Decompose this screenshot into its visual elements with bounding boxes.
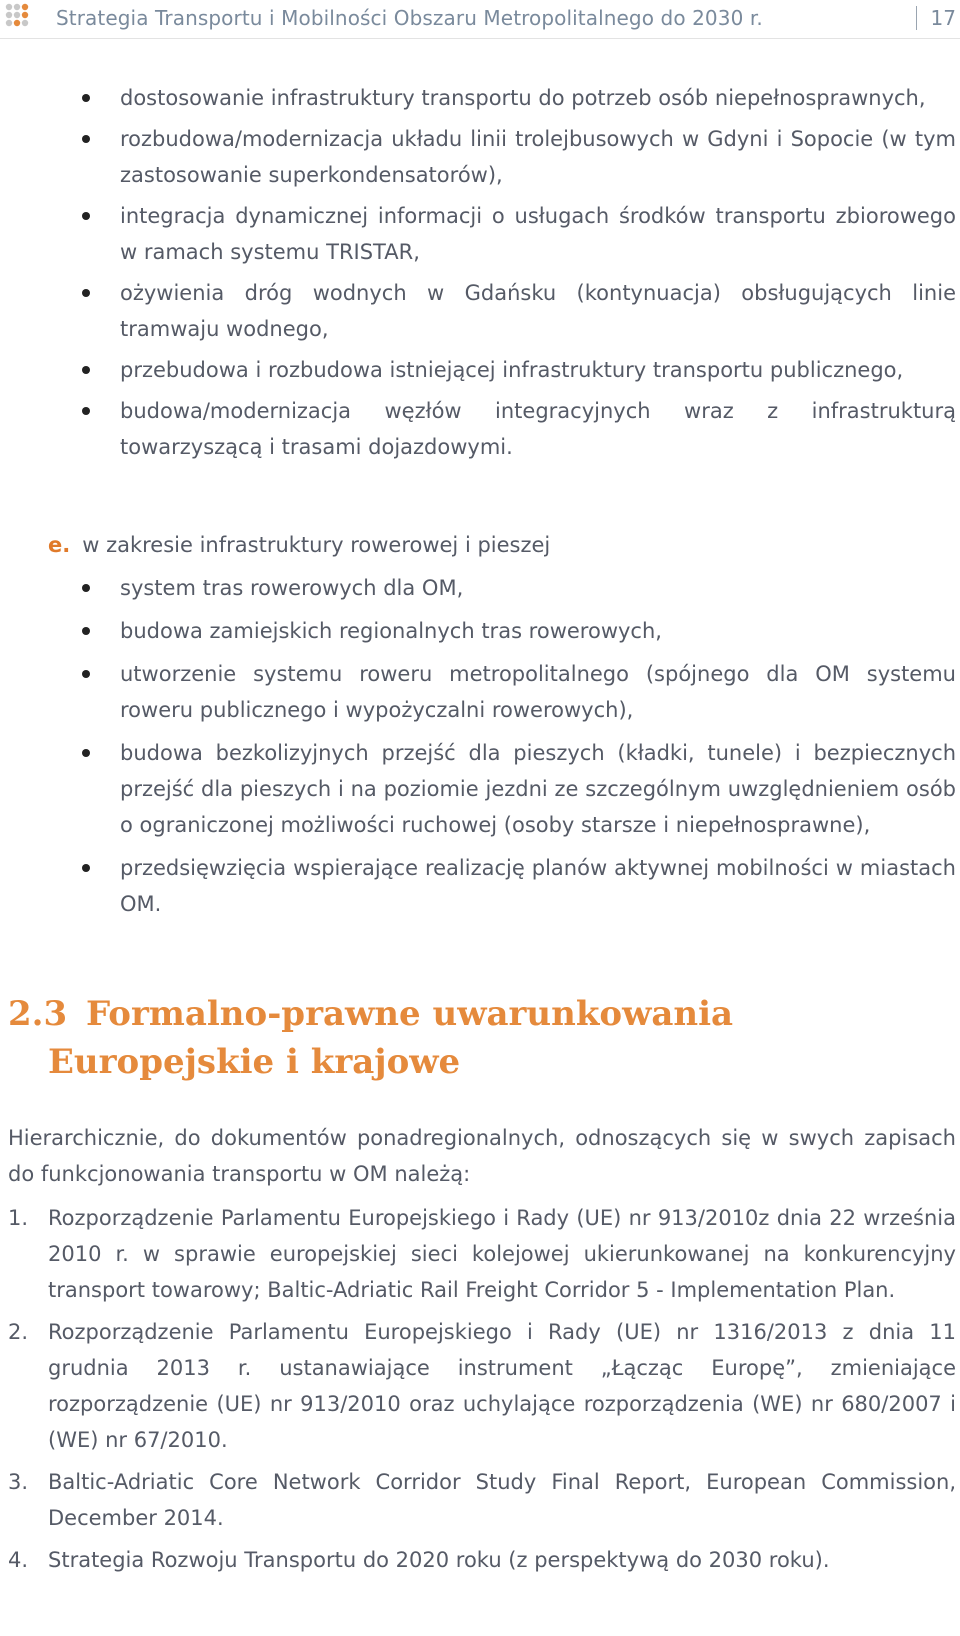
bullet-icon [82, 627, 90, 635]
section-heading [8, 990, 908, 1086]
bullet-icon [82, 366, 90, 374]
list-item: budowa bezkolizyjnych przejść dla pieszych (kładki, tunele) i bezpiecznych przejść dla pieszych i na poziomie jezdni ze szczególnym uwzględnieniem osób o ograniczonej możliwości ruchowej (osoby starsze i niepełnosprawne), [82, 735, 956, 843]
bullet-icon [82, 212, 90, 220]
list-item: 1. Rozporządzenie Parlamentu Europejskiego i Rady (UE) nr 913/2010z dnia 22 września 2010 r. w sprawie europejskiej sieci kolejowej ukierunkowanej na konkurencyjny transport towarowy; Baltic-Adriatic Rail Freight Corridor 5 - Implementation Plan. [8, 1200, 956, 1308]
list-item: budowa zamiejskich regionalnych tras rowerowych, [82, 613, 956, 649]
bullet-icon [82, 749, 90, 757]
header-title: Strategia Transportu i Mobilności Obszaru Metropolitalnego do 2030 r. [56, 6, 763, 30]
bullet-icon [82, 670, 90, 678]
list-item: przedsięwzięcia wspierające realizację planów aktywnej mobilności w miastach OM. [82, 850, 956, 922]
section-title-line1: Formalno-prawne uwarunkowania [86, 994, 734, 1034]
list-item: 4. Strategia Rozwoju Transportu do 2020 roku (z perspektywą do 2030 roku). [8, 1542, 956, 1578]
bullet-icon [82, 407, 90, 415]
bullet-icon [82, 584, 90, 592]
list-item: rozbudowa/modernizacja układu linii trolejbusowych w Gdyni i Sopocie (w tym zastosowanie superkondensatorów), [82, 121, 956, 193]
item-number: 2. [8, 1320, 29, 1344]
page-header [0, 0, 960, 39]
list-item: 2. Rozporządzenie Parlamentu Europejskiego i Rady (UE) nr 1316/2013 z dnia 11 grudnia 2013 r. ustanawiające instrument „Łącząc Europę”, zmieniające rozporządzenie (UE) nr 913/2010 oraz uchylające rozporządzenia (WE) nr 680/2007 i (WE) nr 67/2010. [8, 1314, 956, 1458]
subsection-title: w zakresie infrastruktury rowerowej i pieszej [82, 533, 551, 557]
list-item: system tras rowerowych dla OM, [82, 570, 956, 606]
list-item: budowa/modernizacja węzłów integracyjnych wraz z infrastrukturą towarzyszącą i trasami dojazdowymi. [82, 393, 956, 465]
bullet-list-top [82, 80, 956, 465]
item-number: 4. [8, 1548, 29, 1572]
intro-paragraph: Hierarchicznie, do dokumentów ponadregionalnych, odnoszących się w swych zapisach do funkcjonowania transportu w OM należą: [8, 1126, 956, 1186]
list-item: dostosowanie infrastruktury transportu do potrzeb osób niepełnosprawnych, [82, 80, 956, 116]
subsection-letter: e. [48, 533, 71, 557]
list-item: utworzenie systemu roweru metropolitalnego (spójnego dla OM systemu roweru publicznego i wypożyczalni rowerowych), [82, 656, 956, 728]
list-item: przebudowa i rozbudowa istniejącej infrastruktury transportu publicznego, [82, 352, 956, 388]
list-item: 3. Baltic-Adriatic Core Network Corridor Study Final Report, European Commission, December 2014. [8, 1464, 956, 1536]
bullet-icon [82, 135, 90, 143]
item-number: 3. [8, 1470, 29, 1494]
subsection-heading [48, 527, 550, 563]
page-number: 17 [916, 6, 956, 30]
section-title-line2: Europejskie i krajowe [48, 1042, 461, 1082]
section-number: 2.3 [8, 994, 68, 1034]
bullet-icon [82, 94, 90, 102]
bullet-icon [82, 289, 90, 297]
metropolitan-logo-icon [4, 2, 34, 30]
item-number: 1. [8, 1206, 29, 1230]
list-item: integracja dynamicznej informacji o usługach środków transportu zbiorowego w ramach systemu TRISTAR, [82, 198, 956, 270]
list-item: ożywienia dróg wodnych w Gdańsku (kontynuacja) obsługujących linie tramwaju wodnego, [82, 275, 956, 347]
numbered-document-list [8, 1200, 956, 1584]
bullet-icon [82, 864, 90, 872]
bullet-list-e [82, 570, 956, 922]
